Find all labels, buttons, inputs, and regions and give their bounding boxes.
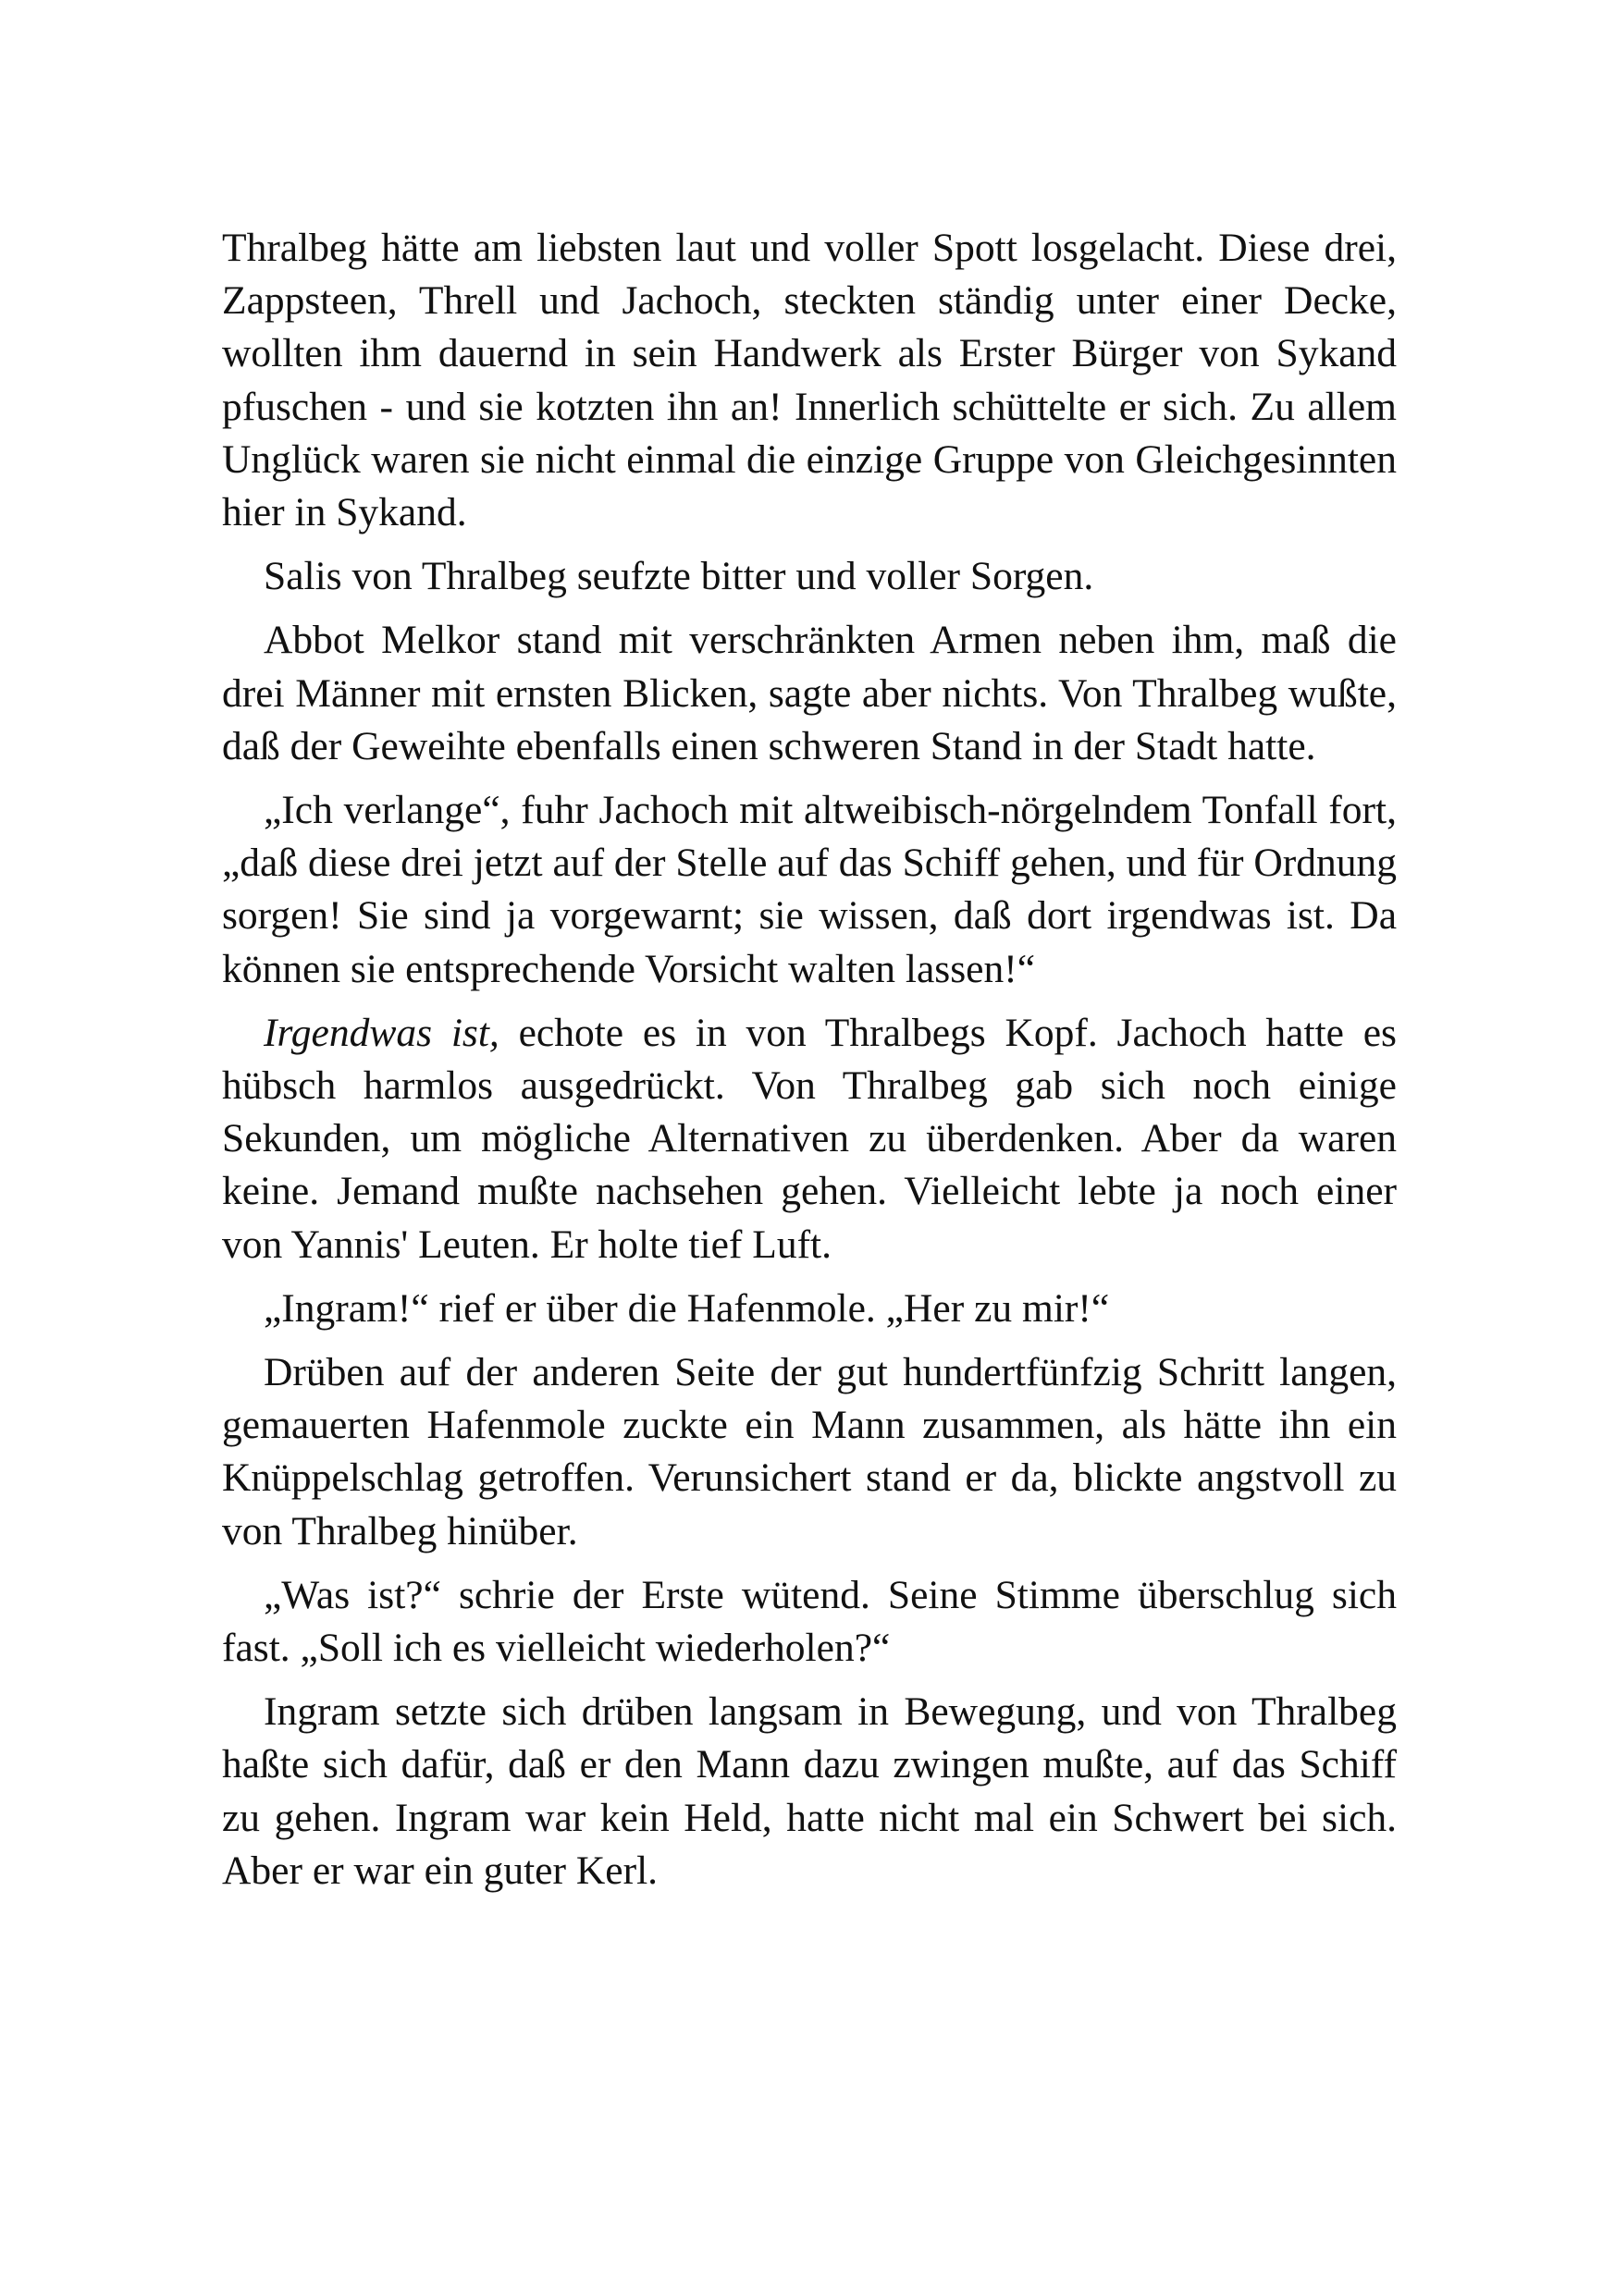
paragraph-5-italic-lead: Irgendwas ist, xyxy=(264,1010,499,1055)
paragraph-4: „Ich verlange“, fuhr Jachoch mit altweibisch-nörgelndem Tonfall fort, „daß diese drei jetzt auf der Stelle auf das Schiff gehen, und für Ordnung sorgen! Sie sind ja vorgewarnt; sie wissen, daß dort irgendwas ist. Da können sie entsprechende Vorsicht walten lassen!“ xyxy=(222,788,1397,991)
paragraph-1: Thralbeg hätte am liebsten laut und voller Spott losgelacht. Diese drei, Zappsteen, Threll und Jachoch, steckten ständig unter einer Decke, wollten ihm dauernd in sein Handwerk als Erster Bürger von Sykand pfuschen - und sie kotzten ihn an! Innerlich schüttelte er sich. Zu allem Unglück waren sie nicht einmal die einzige Gruppe von Gleichgesinnten hier in Sykand. xyxy=(222,226,1397,535)
paragraph-8: „Was ist?“ schrie der Erste wütend. Seine Stimme überschlug sich fast. „Soll ich es vielleicht wiederholen?“ xyxy=(222,1572,1397,1671)
paragraph-6: „Ingram!“ rief er über die Hafenmole. „Her zu mir!“ xyxy=(264,1285,1110,1331)
paragraph-3: Abbot Melkor stand mit verschränkten Armen neben ihm, maß die drei Männer mit ernsten Blicken, sagte aber nichts. Von Thralbeg wußte, daß der Geweihte ebenfalls einen schweren Stand in der Stadt hatte. xyxy=(222,618,1397,768)
paragraph-9: Ingram setzte sich drüben langsam in Bewegung, und von Thralbeg haßte sich dafür, daß er den Mann dazu zwingen mußte, auf das Schiff zu gehen. Ingram war kein Held, hatte nicht mal ein Schwert bei sich. Aber er war ein guter Kerl. xyxy=(222,1689,1397,1893)
paragraph-2: Salis von Thralbeg seufzte bitter und voller Sorgen. xyxy=(264,554,1094,599)
page-body xyxy=(222,222,1397,1897)
paragraph-5-text: echote es in von Thralbegs Kopf. Jachoch hatte es hübsch harmlos ausgedrückt. Von Thralbeg gab sich noch einige Sekunden, um mögliche Alternativen zu überdenken. Aber da waren keine. Jemand mußte nachsehen gehen. Vielleicht lebte ja noch einer von Yannis' Leuten. Er holte tief Luft. xyxy=(222,1010,1397,1267)
paragraph-5 xyxy=(222,1007,1397,1271)
paragraph-7: Drüben auf der anderen Seite der gut hundertfünfzig Schritt langen, gemauerten Hafenmole zuckte ein Mann zusammen, als hätte ihn ein Knüppelschlag getroffen. Verunsichert stand er da, blickte angstvoll zu von Thralbeg hinüber. xyxy=(222,1350,1397,1553)
